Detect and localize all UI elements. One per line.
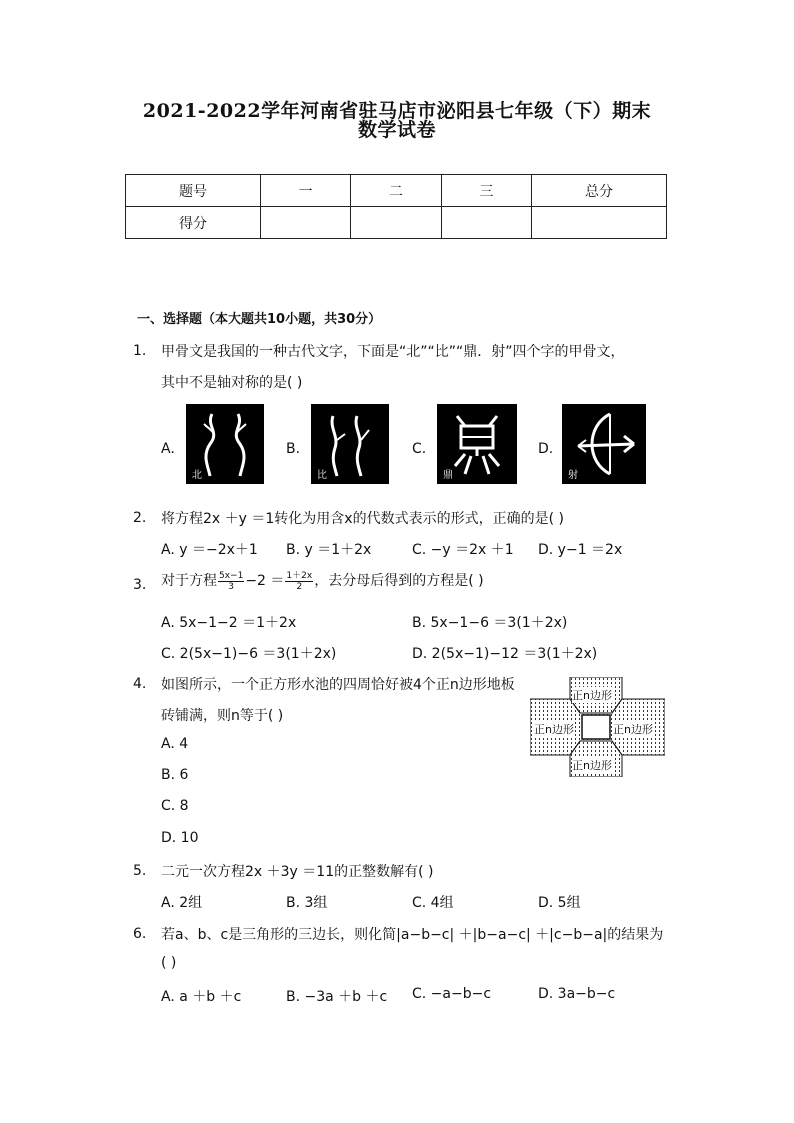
option-a[interactable]: A. 2组 (161, 895, 203, 911)
oracle-bi-image (311, 404, 389, 484)
question-number: 3. (133, 577, 147, 593)
option-b[interactable]: B. 6 (161, 767, 189, 783)
option-a[interactable]: A. 4 (161, 736, 189, 752)
score-table-row-score (126, 207, 667, 239)
fraction-numerator: 5x−1 (219, 570, 244, 581)
option-d[interactable]: D. y−1 ＝2x (538, 542, 623, 558)
text-fragment: 对于方程 (161, 573, 217, 589)
fraction-denominator: 3 (228, 581, 235, 592)
option-label[interactable]: B. (286, 441, 301, 457)
score-cell: 总分 (532, 175, 667, 207)
question-text: 若a、b、c是三角形的三边长，则化简|a−b−c| ＋|b−a−c| ＋|c−b−a|的结果为 (161, 927, 664, 943)
question-text (161, 570, 484, 592)
option-d[interactable]: D. 2(5x−1)−12 ＝3(1＋2x) (412, 646, 598, 662)
fraction (218, 571, 244, 592)
exam-title-line1: 2021-2022学年河南省驻马店市泌阳县七年级（下）期末 (142, 100, 652, 122)
option-b[interactable]: B. −3a ＋b ＋c (286, 989, 388, 1005)
option-d[interactable]: D. 5组 (538, 895, 581, 911)
pool-tiling-figure (530, 677, 665, 777)
question-number: 6. (133, 926, 147, 942)
score-cell: 得分 (126, 207, 261, 239)
option-label[interactable]: C. (412, 441, 427, 457)
option-c[interactable]: C. −a−b−c (412, 986, 492, 1002)
option-c[interactable]: C. 2(5x−1)−6 ＝3(1＋2x) (161, 646, 337, 662)
text-fragment: −2 ＝ (245, 573, 285, 589)
question-text: 砖铺满，则n等于( ) (161, 708, 284, 724)
score-cell: 三 (441, 175, 531, 207)
score-input-cell[interactable] (260, 207, 350, 239)
tile-label-left: 正n边形 (534, 723, 574, 736)
question-number: 4. (133, 676, 147, 692)
score-input-cell[interactable] (532, 207, 667, 239)
oracle-she-image (562, 404, 646, 484)
question-text: 如图所示，一个正方形水池的四周恰好被4个正n边形地板 (161, 677, 515, 693)
tile-label-right: 正n边形 (613, 723, 653, 736)
fraction-numerator: 1＋2x (286, 570, 313, 581)
image-caption: 鼎 (443, 470, 453, 481)
score-cell: 一 (260, 175, 350, 207)
option-a[interactable]: A. a ＋b ＋c (161, 989, 242, 1005)
question-text: ( ) (161, 955, 177, 971)
tile-label-top: 正n边形 (572, 689, 612, 702)
question-text: 甲骨文是我国的一种古代文字，下面是“北”“比”“鼎．射”四个字的甲骨文， (161, 344, 625, 360)
option-a[interactable]: A. 5x−1−2 ＝1＋2x (161, 615, 297, 631)
option-b[interactable]: B. 5x−1−6 ＝3(1＋2x) (412, 615, 568, 631)
image-caption: 北 (192, 470, 202, 481)
option-label[interactable]: D. (538, 441, 554, 457)
score-input-cell[interactable] (351, 207, 441, 239)
option-a[interactable]: A. y ＝−2x＋1 (161, 542, 258, 558)
option-label[interactable]: A. (161, 441, 175, 457)
question-text: 二元一次方程2x ＋3y ＝11的正整数解有( ) (161, 864, 434, 880)
fraction-denominator: 2 (296, 581, 303, 592)
option-c[interactable]: C. 8 (161, 798, 189, 814)
fraction (285, 571, 313, 592)
option-b[interactable]: B. 3组 (286, 895, 328, 911)
question-number: 5. (133, 863, 147, 879)
text-fragment: ，去分母后得到的方程是( ) (314, 573, 484, 589)
oracle-bei-image (186, 404, 264, 484)
exam-title-line2: 数学试卷 (357, 119, 436, 141)
image-caption: 比 (317, 470, 327, 481)
image-caption: 射 (568, 470, 578, 481)
option-c[interactable]: C. −y ＝2x ＋1 (412, 542, 514, 558)
section-heading: 一、选择题（本大题共10小题，共30分） (137, 312, 382, 327)
score-table-row-header (126, 175, 667, 207)
oracle-ding-image (437, 404, 517, 484)
option-d[interactable]: D. 3a−b−c (538, 986, 616, 1002)
question-text: 其中不是轴对称的是( ) (161, 375, 303, 391)
score-cell: 二 (351, 175, 441, 207)
option-b[interactable]: B. y ＝1＋2x (286, 542, 372, 558)
option-c[interactable]: C. 4组 (412, 895, 454, 911)
question-number: 2. (133, 510, 147, 526)
option-d[interactable]: D. 10 (161, 830, 199, 846)
score-cell: 题号 (126, 175, 261, 207)
score-input-cell[interactable] (441, 207, 531, 239)
question-number: 1. (133, 343, 147, 359)
question-text: 将方程2x ＋y ＝1转化为用含x的代数式表示的形式，正确的是( ) (161, 511, 564, 527)
score-table (125, 174, 667, 239)
tile-label-bottom: 正n边形 (572, 759, 612, 772)
